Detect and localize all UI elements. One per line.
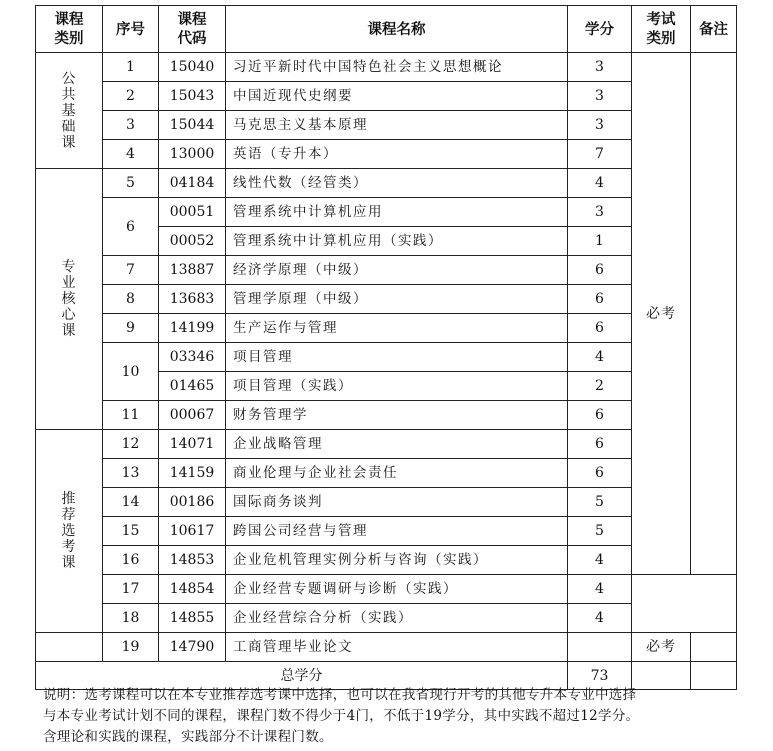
code-cell: 14854	[159, 575, 226, 604]
name-cell: 项目管理（实践）	[226, 372, 568, 401]
exam-type-required: 必考	[632, 53, 691, 575]
header-code: 课程 代码	[159, 6, 226, 53]
seq-cell: 15	[103, 517, 159, 546]
name-cell: 英语（专升本）	[226, 140, 568, 169]
credit-cell: 4	[568, 169, 632, 198]
category-core: 专业核心课	[36, 169, 103, 430]
seq-cell: 6	[103, 198, 159, 256]
table-row	[36, 488, 737, 517]
table-row	[36, 169, 737, 198]
code-cell: 14071	[159, 430, 226, 459]
note-paragraph	[43, 685, 743, 748]
code-cell: 01465	[159, 372, 226, 401]
seq-cell: 5	[103, 169, 159, 198]
code-cell: 00067	[159, 401, 226, 430]
name-cell: 马克思主义基本原理	[226, 111, 568, 140]
credit-cell: 3	[568, 198, 632, 227]
seq-cell: 9	[103, 314, 159, 343]
code-cell: 14790	[159, 633, 226, 662]
credit-cell: 7	[568, 140, 632, 169]
credit-cell: 4	[568, 546, 632, 575]
table-row	[36, 517, 737, 546]
code-cell: 13683	[159, 285, 226, 314]
code-cell: 14199	[159, 314, 226, 343]
exam-plan-table	[35, 5, 737, 690]
credit-cell: 5	[568, 488, 632, 517]
name-cell: 工商管理毕业论文	[226, 633, 568, 662]
table-row	[36, 633, 737, 662]
seq-cell: 17	[103, 575, 159, 604]
seq-cell: 11	[103, 401, 159, 430]
table-row	[36, 140, 737, 169]
exam-type-thesis: 必考	[632, 633, 691, 662]
table-row	[36, 314, 737, 343]
seq-cell: 18	[103, 604, 159, 633]
code-cell: 14159	[159, 459, 226, 488]
code-cell: 14853	[159, 546, 226, 575]
code-cell: 10617	[159, 517, 226, 546]
note-line: 含理论和实践的课程，实践部分不计课程门数。	[43, 729, 333, 745]
table-row	[36, 401, 737, 430]
seq-cell: 12	[103, 430, 159, 459]
seq-cell: 10	[103, 343, 159, 401]
code-cell: 13887	[159, 256, 226, 285]
seq-cell: 8	[103, 285, 159, 314]
name-cell: 管理学原理（中级）	[226, 285, 568, 314]
table-row	[36, 53, 737, 82]
table-row	[36, 285, 737, 314]
name-cell: 商业伦理与企业社会责任	[226, 459, 568, 488]
total-value: 73	[568, 662, 632, 690]
code-cell: 03346	[159, 343, 226, 372]
name-cell: 中国近现代史纲要	[226, 82, 568, 111]
credit-cell: 6	[568, 314, 632, 343]
category-empty	[36, 633, 103, 662]
table-row	[36, 546, 737, 575]
name-cell: 习近平新时代中国特色社会主义思想概论	[226, 53, 568, 82]
credit-cell: 6	[568, 459, 632, 488]
table-row	[36, 604, 737, 633]
code-cell: 04184	[159, 169, 226, 198]
name-cell: 生产运作与管理	[226, 314, 568, 343]
header-remark: 备注	[691, 6, 737, 53]
header-category: 课程 类别	[36, 6, 103, 53]
code-cell: 13000	[159, 140, 226, 169]
seq-cell: 14	[103, 488, 159, 517]
header-row	[36, 6, 737, 53]
total-label: 总学分	[36, 662, 568, 690]
seq-cell: 19	[103, 633, 159, 662]
seq-cell: 4	[103, 140, 159, 169]
name-cell: 管理系统中计算机应用	[226, 198, 568, 227]
remark-cell	[691, 53, 737, 575]
name-cell: 财务管理学	[226, 401, 568, 430]
name-cell: 企业经营综合分析（实践）	[226, 604, 568, 633]
credit-cell: 6	[568, 401, 632, 430]
name-cell: 企业经营专题调研与诊断（实践）	[226, 575, 568, 604]
credit-cell: 4	[568, 343, 632, 372]
credit-cell: 4	[568, 575, 632, 604]
table-row	[36, 82, 737, 111]
seq-cell: 3	[103, 111, 159, 140]
seq-cell: 2	[103, 82, 159, 111]
category-public: 公共基础课	[36, 53, 103, 169]
header-name: 课程名称	[226, 6, 568, 53]
name-cell: 项目管理	[226, 343, 568, 372]
seq-cell: 7	[103, 256, 159, 285]
header-seq: 序号	[103, 6, 159, 53]
name-cell: 经济学原理（中级）	[226, 256, 568, 285]
credit-cell: 3	[568, 111, 632, 140]
table-row	[36, 459, 737, 488]
credit-cell: 3	[568, 82, 632, 111]
credit-cell	[568, 633, 632, 662]
code-cell: 15040	[159, 53, 226, 82]
credit-cell: 5	[568, 517, 632, 546]
note-line: 说明：选考课程可以在本专业推荐选考课中选择，也可以在我省现行开考的其他专升本专业中选择	[43, 687, 637, 703]
name-cell: 企业危机管理实例分析与咨询（实践）	[226, 546, 568, 575]
code-cell: 15043	[159, 82, 226, 111]
table-row	[36, 198, 737, 227]
remark-cell	[691, 633, 737, 662]
credit-cell: 1	[568, 227, 632, 256]
code-cell: 14855	[159, 604, 226, 633]
name-cell: 国际商务谈判	[226, 488, 568, 517]
credit-cell: 6	[568, 430, 632, 459]
header-credit: 学分	[568, 6, 632, 53]
table-row	[36, 343, 737, 372]
table-row	[36, 430, 737, 459]
code-cell: 00186	[159, 488, 226, 517]
code-cell: 00052	[159, 227, 226, 256]
credit-cell: 6	[568, 256, 632, 285]
note-line: 与本专业考试计划不同的课程，课程门数不得少于4门，不低于19学分，其中实践不超过12学分。	[43, 708, 640, 724]
code-cell: 15044	[159, 111, 226, 140]
name-cell: 跨国公司经营与管理	[226, 517, 568, 546]
credit-cell: 2	[568, 372, 632, 401]
seq-cell: 13	[103, 459, 159, 488]
code-cell: 00051	[159, 198, 226, 227]
name-cell: 线性代数（经管类）	[226, 169, 568, 198]
name-cell: 管理系统中计算机应用（实践）	[226, 227, 568, 256]
seq-cell: 1	[103, 53, 159, 82]
name-cell: 企业战略管理	[226, 430, 568, 459]
header-exam: 考试 类别	[632, 6, 691, 53]
table-row	[36, 256, 737, 285]
credit-cell: 4	[568, 604, 632, 633]
seq-cell: 16	[103, 546, 159, 575]
credit-cell: 6	[568, 285, 632, 314]
credit-cell: 3	[568, 53, 632, 82]
table-row	[36, 111, 737, 140]
table-row	[36, 575, 737, 604]
category-elective: 推荐选考课	[36, 430, 103, 633]
